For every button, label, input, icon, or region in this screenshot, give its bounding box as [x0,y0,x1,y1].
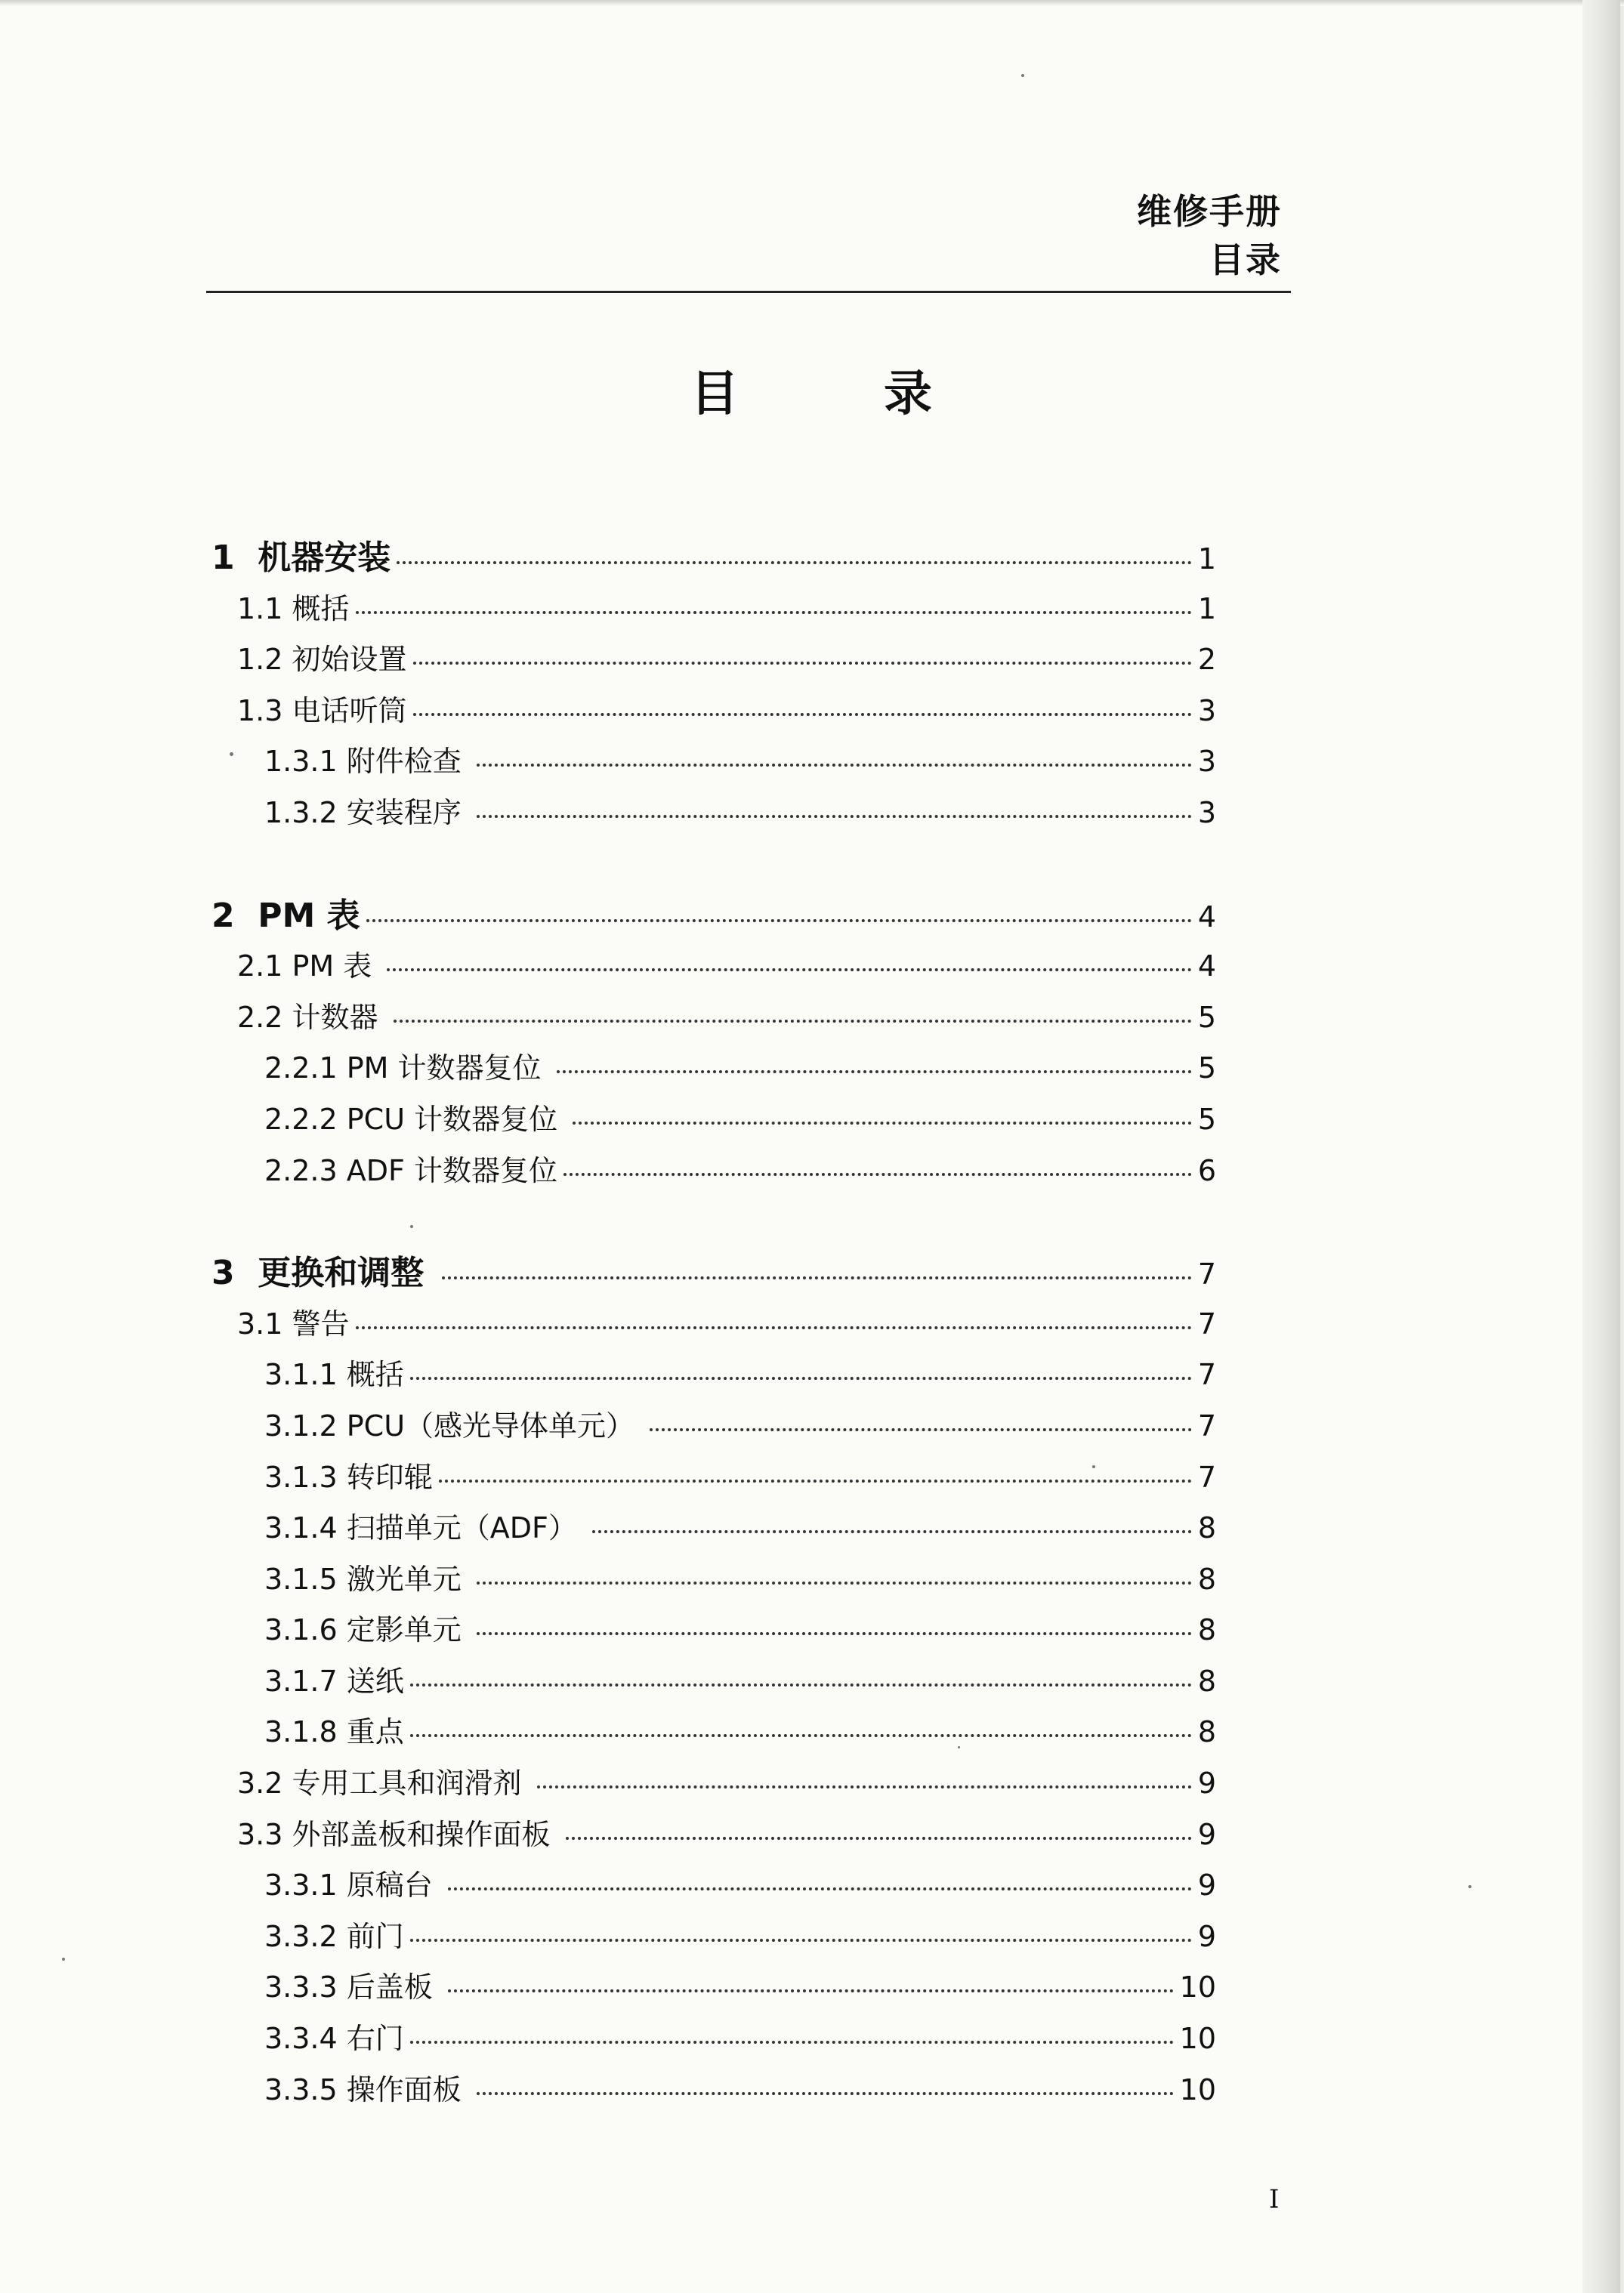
header-manual-title: 维修手册 [1137,191,1282,232]
dot-leader [563,1172,1192,1176]
dot-leader [477,763,1192,767]
dot-leader [537,1785,1192,1788]
toc-entry-title: 3.1.5 激光单元 [264,1562,471,1596]
toc-subsection-entry[interactable] [211,1094,1216,1146]
dot-leader [394,1019,1192,1023]
toc-entry-title: 3.3.1 原稿台 [264,1869,442,1903]
toc-entry-title: 3.1.3 转印辊 [264,1460,433,1494]
section-spacer [211,839,1216,890]
dot-leader [477,814,1192,818]
toc-entry-title: 3.3.4 右门 [264,2022,404,2056]
toc-entry-title: 2.2.1 PM 计数器复位 [264,1051,551,1085]
toc-subsection-entry[interactable] [211,1554,1216,1606]
scan-speck [1092,1465,1095,1468]
dot-leader [439,1479,1192,1483]
toc-section-entry[interactable] [211,686,1216,737]
toc-subsection-entry[interactable] [211,1656,1216,1708]
toc-entry-title: 2.2 计数器 [237,1000,387,1034]
toc-subsection-entry[interactable] [211,1452,1216,1504]
dot-leader [566,1836,1192,1840]
toc-entry-page: 8 [1197,1511,1216,1545]
running-header [1137,187,1282,284]
toc-section-entry[interactable] [211,634,1216,686]
toc-entry-page: 8 [1197,1715,1216,1749]
toc-heading-char-1: 目 [690,366,740,422]
dot-leader [410,1733,1192,1737]
toc-entry-page: 3 [1197,745,1216,779]
toc-subsection-entry[interactable] [211,788,1216,839]
toc-entry-title: 3.3 外部盖板和操作面板 [237,1817,560,1851]
toc-entry-page: 5 [1197,1000,1216,1034]
toc-entry-page: 9 [1197,1919,1216,1953]
toc-entry-page: 7 [1197,1258,1216,1292]
toc-entry-title: 1.2 初始设置 [237,643,407,677]
dot-leader [413,712,1192,716]
toc-section-entry[interactable] [211,1810,1216,1861]
dot-leader [356,1325,1192,1329]
scan-speck [230,752,233,756]
toc-entry-title: 1.3 电话听筒 [237,693,407,727]
toc-subsection-entry[interactable] [211,1707,1216,1758]
dot-leader [356,610,1192,614]
toc-entry-title: 3.1 警告 [237,1307,350,1341]
toc-entry-title: 2 PM 表 [211,896,360,935]
toc-entry-title: 3.1.1 概括 [264,1358,404,1392]
dot-leader [592,1529,1192,1533]
toc-subsection-entry[interactable] [211,736,1216,788]
toc-entry-title: 3 更换和调整 [211,1254,436,1293]
dot-leader [477,2091,1174,2095]
dot-leader [448,1887,1192,1890]
toc-entry-title: 3.3.5 操作面板 [264,2072,471,2106]
toc-entry-page: 1 [1197,542,1216,576]
toc-heading-char-2: 录 [884,366,934,422]
dot-leader [477,1631,1192,1635]
toc-section-entry[interactable] [211,1758,1216,1810]
dot-leader [410,1376,1192,1380]
toc-entry-title: 1.3.1 附件检查 [264,745,471,779]
dot-leader [442,1276,1192,1279]
toc-entry-title: 2.2.2 PCU 计数器复位 [264,1102,567,1136]
dot-leader [410,1683,1192,1687]
toc-entry-page: 7 [1197,1358,1216,1392]
page-number: I [1269,2184,1280,2214]
toc-entry-page: 10 [1179,2022,1216,2056]
toc-entry-title: 1 机器安装 [211,539,391,577]
scan-top-edge [0,0,1624,6]
toc-subsection-entry[interactable] [211,1350,1216,1401]
toc-chapter-entry[interactable] [211,532,1216,584]
scan-speck [1021,74,1024,77]
scan-speck [62,1958,65,1961]
toc-entry-page: 8 [1197,1562,1216,1596]
toc-entry-page: 4 [1197,900,1216,934]
toc-chapter-entry[interactable] [211,1248,1216,1299]
toc-entry-title: 2.2.3 ADF 计数器复位 [264,1153,557,1187]
toc-subsection-entry[interactable] [211,1605,1216,1656]
dot-leader [397,560,1192,564]
toc-subsection-entry[interactable] [211,1962,1216,2014]
table-of-contents [211,532,1216,2116]
toc-heading [0,355,1624,424]
dot-leader [410,1938,1192,1942]
toc-chapter-entry[interactable] [211,890,1216,942]
toc-entry-page: 6 [1197,1153,1216,1187]
toc-entry-title: 3.3.3 后盖板 [264,1970,442,2004]
toc-entry-page: 1 [1197,591,1216,625]
toc-entry-page: 2 [1197,643,1216,677]
dot-leader [650,1427,1192,1431]
toc-entry-page: 8 [1197,1664,1216,1698]
toc-entry-page: 9 [1197,1869,1216,1903]
toc-entry-title: 3.3.2 前门 [264,1919,404,1953]
scan-speck [958,1746,960,1748]
toc-subsection-entry[interactable] [211,1401,1216,1452]
toc-subsection-entry[interactable] [211,2014,1216,2065]
toc-subsection-entry[interactable] [211,1860,1216,1912]
dot-leader [557,1069,1192,1073]
toc-entry-title: 3.2 专用工具和润滑剂 [237,1767,531,1801]
toc-entry-page: 3 [1197,795,1216,829]
toc-section-entry[interactable] [211,941,1216,992]
toc-entry-page: 10 [1179,1970,1216,2004]
section-spacer [211,1196,1216,1248]
toc-entry-page: 9 [1197,1817,1216,1851]
toc-entry-page: 10 [1179,2072,1216,2106]
toc-section-entry[interactable] [211,584,1216,635]
toc-entry-page: 5 [1197,1102,1216,1136]
dot-leader [387,968,1191,971]
toc-entry-page: 5 [1197,1051,1216,1085]
dot-leader [477,1581,1192,1585]
dot-leader [413,661,1192,665]
toc-subsection-entry[interactable] [211,2065,1216,2116]
toc-section-entry[interactable] [211,992,1216,1044]
toc-entry-title: 1.3.2 安装程序 [264,795,471,829]
toc-subsection-entry[interactable] [211,1912,1216,1963]
toc-entry-title: 3.1.7 送纸 [264,1664,404,1698]
header-rule [206,291,1291,293]
toc-subsection-entry[interactable] [211,1043,1216,1094]
toc-entry-page: 4 [1197,949,1216,983]
dot-leader [410,2040,1174,2044]
header-section-title: 目录 [1209,239,1282,280]
toc-entry-page: 8 [1197,1613,1216,1647]
toc-subsection-entry[interactable] [211,1503,1216,1554]
dot-leader [573,1121,1192,1125]
toc-entry-title: 1.1 概括 [237,591,350,625]
toc-entry-page: 3 [1197,693,1216,727]
scan-speck [1468,1885,1471,1888]
toc-entry-title: 2.1 PM 表 [237,949,381,983]
toc-entry-page: 9 [1197,1767,1216,1801]
toc-entry-title: 3.1.2 PCU（感光导体单元） [264,1409,644,1443]
toc-entry-page: 7 [1197,1307,1216,1341]
toc-entry-title: 3.1.8 重点 [264,1715,404,1749]
toc-entry-title: 3.1.4 扫描单元（ADF） [264,1511,586,1545]
toc-section-entry[interactable] [211,1299,1216,1350]
toc-entry-title: 3.1.6 定影单元 [264,1613,471,1647]
toc-entry-page: 7 [1197,1409,1216,1443]
scan-speck [410,1225,413,1228]
toc-entry-page: 7 [1197,1460,1216,1494]
scan-right-edge [1582,0,1620,2293]
dot-leader [366,918,1192,922]
dot-leader [448,1989,1174,1992]
toc-subsection-entry[interactable] [211,1146,1216,1197]
